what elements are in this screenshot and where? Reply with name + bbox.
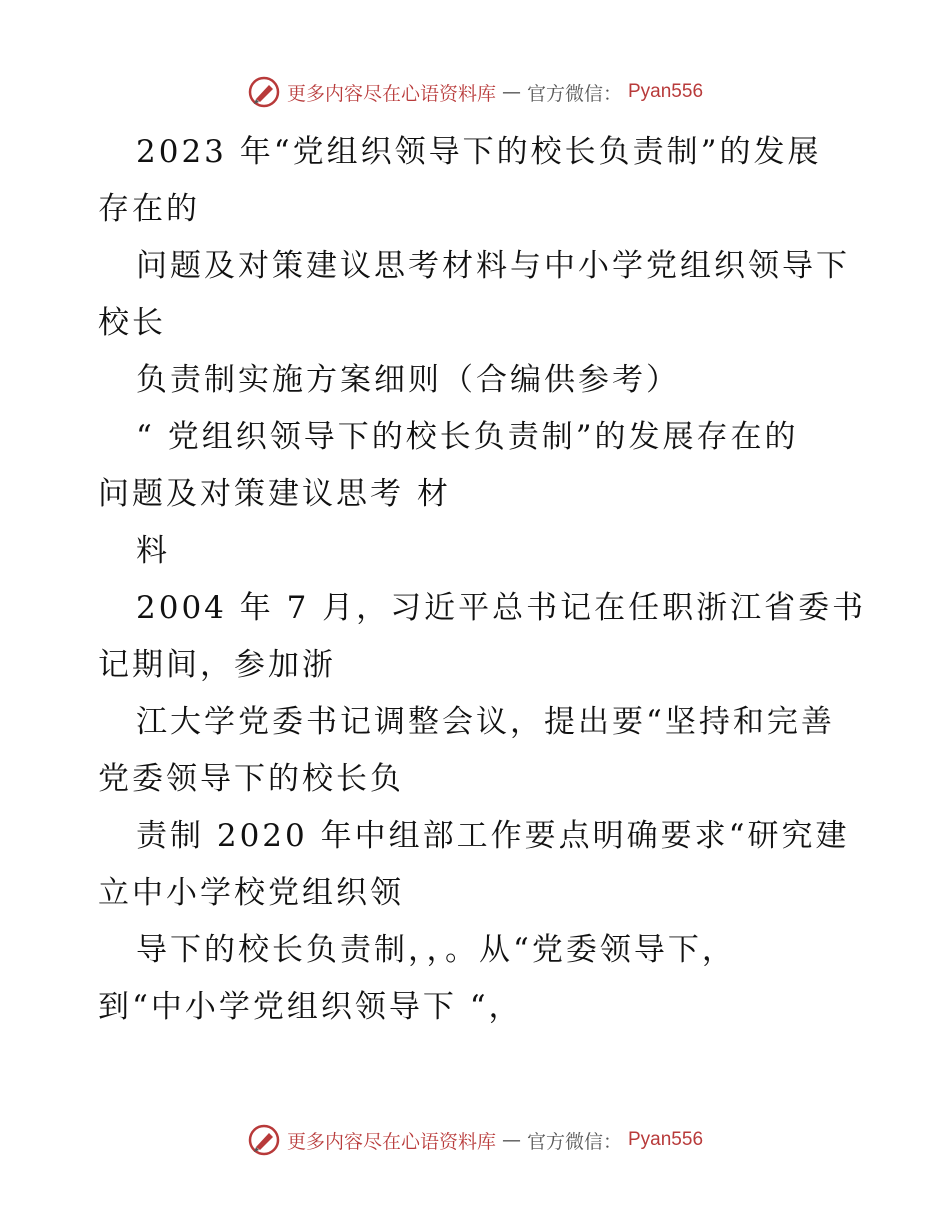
doc-line: 2023 年“党组织领导下的校长负责制”的发展 xyxy=(136,134,822,170)
footer-watermark xyxy=(0,1120,950,1160)
doc-line: 问题及对策建议思考 材 xyxy=(98,476,451,512)
doc-line: 江大学党委书记调整会议，提出要“坚持和完善 xyxy=(136,704,835,740)
watermark-main-text: 更多内容尽在心语资料库 xyxy=(286,1130,496,1153)
pen-logo-icon xyxy=(247,1123,281,1157)
doc-line: 党委领导下的校长负 xyxy=(98,761,404,797)
watermark-separator: — xyxy=(501,1129,521,1151)
pen-logo-icon xyxy=(247,75,281,109)
watermark-sub-text: 官方微信： xyxy=(526,1130,622,1153)
doc-line: 到“中小学党组织领导下 “， xyxy=(98,989,523,1025)
doc-line: 校长 xyxy=(98,305,166,341)
doc-line: 导下的校长负责制，，。从“党委领导下， xyxy=(136,932,736,968)
doc-line: 存在的 xyxy=(98,191,200,227)
doc-line: 立中小学校党组织领 xyxy=(98,875,404,911)
watermark-account: Pyan556 xyxy=(628,81,704,102)
doc-line: “ 党组织领导下的校长负责制”的发展存在的 xyxy=(136,419,799,455)
watermark-separator: — xyxy=(501,81,521,103)
watermark-main-text: 更多内容尽在心语资料库 xyxy=(286,82,496,105)
watermark-sub-text: 官方微信： xyxy=(526,82,622,105)
document-body xyxy=(98,124,867,1036)
doc-line: 2004 年 7 月，习近平总书记在任职浙江省委书 xyxy=(136,590,867,626)
watermark-account: Pyan556 xyxy=(628,1129,704,1150)
doc-line: 记期间，参加浙 xyxy=(98,647,336,683)
doc-line: 负责制实施方案细则（合编供参考） xyxy=(136,362,680,398)
doc-line: 责制 2020 年中组部工作要点明确要求“研究建 xyxy=(136,818,850,854)
doc-line: 料 xyxy=(136,533,170,569)
header-watermark xyxy=(0,72,950,112)
doc-line: 问题及对策建议思考材料与中小学党组织领导下 xyxy=(136,248,850,284)
